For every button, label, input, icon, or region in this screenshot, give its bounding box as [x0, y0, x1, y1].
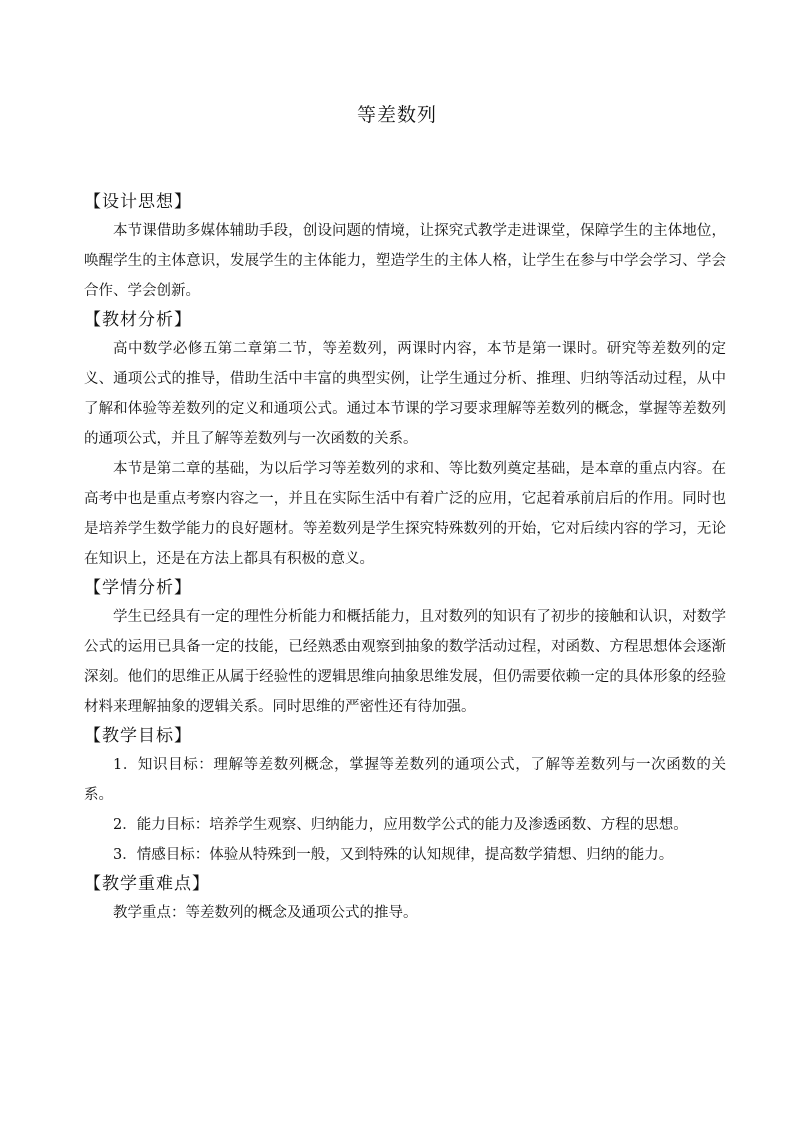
paragraph: 教学重点：等差数列的概念及通项公式的推导。	[113, 905, 418, 921]
section-design-idea	[84, 188, 726, 306]
section-teaching-goals	[84, 722, 726, 870]
paragraph: 高中数学必修五第二章第二节，等差数列，两课时内容，本节是第一课时。研究等差数列的定义、通项公式的推导，借助生活中丰富的典型实例，让学生通过分析、推理、归纳等活动过程，从中了解和体验等差数列的定义和通项公式。通过本节课的学习要求理解等差数列的概念，掌握等差数列的通项公式，并且了解等差数列与一次函数的关系。	[84, 341, 726, 447]
goal-item: 2．能力目标：培养学生观察、归纳能力，应用数学公式的能力及渗透函数、方程的思想。	[113, 817, 688, 833]
section-student-analysis	[84, 574, 726, 722]
paragraph: 本节是第二章的基础，为以后学习等差数列的求和、等比数列奠定基础，是本章的重点内容。在高考中也是重点考察内容之一，并且在实际生活中有着广泛的应用，它起着承前启后的作用。同时也是培养学生数学能力的良好题材。等差数列是学生探究特殊数列的开始，它对后续内容的学习，无论在知识上，还是在方法上都具有积极的意义。	[84, 461, 726, 567]
document-title: 等差数列	[356, 104, 437, 126]
section-textbook-analysis	[84, 306, 726, 574]
section-heading: 【教材分析】	[84, 310, 192, 330]
goal-item: 3．情感目标：体验从特殊到一般，又到特殊的认知规律，提高数学猜想、归纳的能力。	[113, 847, 674, 863]
goal-item: 1．知识目标：理解等差数列概念，掌握等差数列的通项公式，了解等差数列与一次函数的关系。	[84, 757, 726, 803]
section-heading: 【教学重难点】	[84, 874, 210, 894]
section-heading: 【教学目标】	[84, 726, 192, 746]
section-heading: 【设计思想】	[84, 192, 192, 212]
section-key-points	[84, 870, 726, 928]
paragraph: 学生已经具有一定的理性分析能力和概括能力，且对数列的知识有了初步的接触和认识，对数学公式的运用已具备一定的技能，已经熟悉由观察到抽象的数学活动过程，对函数、方程思想体会逐渐深刻。他们的思维正从属于经验性的逻辑思维向抽象思维发展，但仍需要依赖一定的具体形象的经验材料来理解抽象的逻辑关系。同时思维的严密性还有待加强。	[84, 609, 726, 715]
paragraph: 本节课借助多媒体辅助手段，创设问题的情境，让探究式教学走进课堂，保障学生的主体地位，唤醒学生的主体意识，发展学生的主体能力，塑造学生的主体人格，让学生在参与中学会学习、学会合作、学会创新。	[84, 223, 726, 299]
document-body	[84, 188, 726, 928]
section-heading: 【学情分析】	[84, 578, 192, 598]
